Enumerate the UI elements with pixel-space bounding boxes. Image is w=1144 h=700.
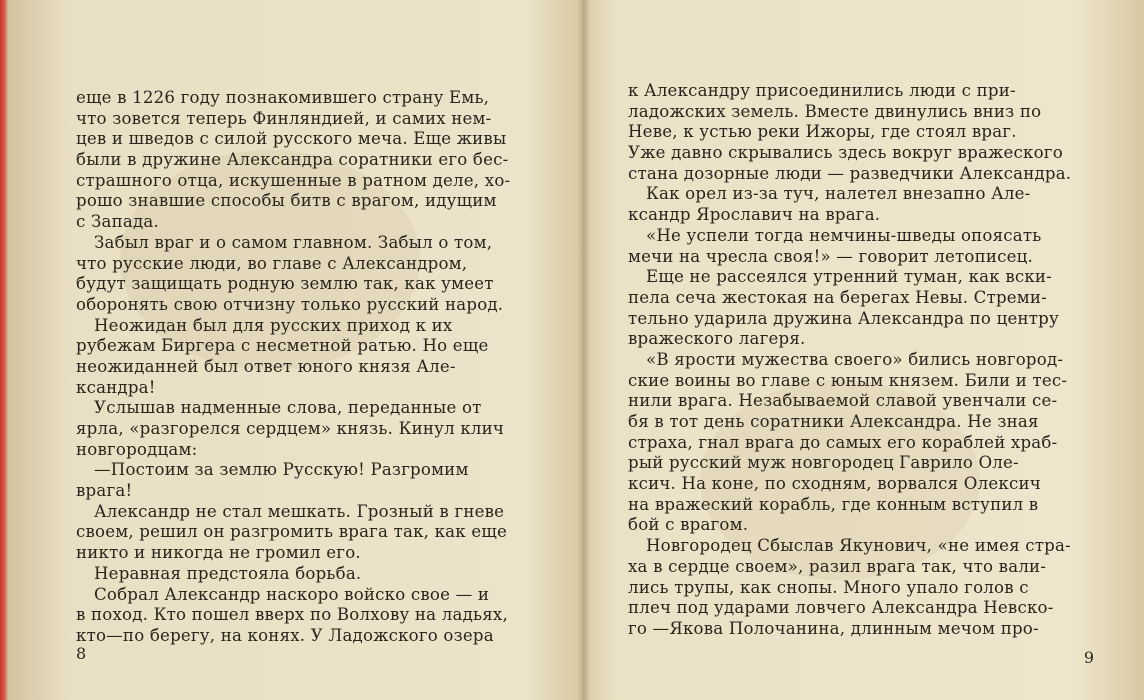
text-line: рошо знавшие способы битв с врагом, идущим <box>76 191 497 211</box>
text-line: что зовется теперь Финляндией, и самих нем- <box>76 108 492 128</box>
page-number-right: 9 <box>1083 648 1094 667</box>
text-line: в поход. Кто пошел вверх по Волхову на ладьях, <box>76 605 508 625</box>
text-line: были в дружине Александра соратники его бес- <box>76 150 509 170</box>
text-line: своем, решил он разгромить врага так, как еще <box>76 522 507 542</box>
text-line: плеч под ударами ловчего Александра Невско- <box>628 598 1054 618</box>
text-line: —Постоим за землю Русскую! Разгромим <box>94 460 469 480</box>
text-line: неожиданней был ответ юного князя Але- <box>76 356 456 376</box>
text-line: рый русский муж новгородец Гаврило Оле- <box>628 453 1019 473</box>
text-line: будут защищать родную землю так, как умеет <box>76 274 494 294</box>
text-line: ха в сердце своем», разил врага так, что вали- <box>628 556 1047 576</box>
text-line: врага! <box>76 481 133 501</box>
text-line: «В ярости мужества своего» бились новгород- <box>646 349 1064 369</box>
text-line: лись трупы, как снопы. Много упало голов с <box>628 577 1029 597</box>
text-line: тельно ударила дружина Александра по центру <box>628 308 1059 328</box>
text-line: ксич. На коне, по сходням, ворвался Олексич <box>628 474 1041 494</box>
text-line: ксандр Ярославич на врага. <box>628 205 881 225</box>
right-page-text <box>628 81 1076 640</box>
text-line: Неравная предстояла борьба. <box>94 563 362 583</box>
text-line: «Не успели тогда немчины-шведы опоясать <box>646 225 1042 245</box>
text-line: нили врага. Незабываемой славой увенчали се- <box>628 391 1058 411</box>
text-line: Еще не рассеялся утренний туман, как вски- <box>646 267 1052 287</box>
text-line: на вражеский корабль, где конным вступил в <box>628 494 1039 514</box>
text-line: что русские люди, во главе с Александром, <box>76 253 468 273</box>
text-line: бой с врагом. <box>628 515 749 535</box>
text-line: Неожидан был для русских приход к их <box>94 315 453 335</box>
text-line: Уже давно скрывались здесь вокруг вражеского <box>628 143 1063 163</box>
text-line: рубежам Биргера с несметной ратью. Но еще <box>76 336 489 356</box>
text-line: страха, гнал врага до самых его кораблей храб- <box>628 432 1058 452</box>
text-line: ладожских земель. Вместе двинулись вниз по <box>628 101 1042 121</box>
text-line: цев и шведов с силой русского меча. Еще живы <box>76 129 507 149</box>
text-line: ярла, «разгорелся сердцем» князь. Кинул клич <box>76 419 505 438</box>
text-line: ксандра! <box>76 377 156 397</box>
text-line: пела сеча жестокая на берегах Невы. Стреми- <box>628 287 1047 307</box>
text-line: к Александру присоединились люди с при- <box>628 81 1016 100</box>
text-line: бя в тот день соратники Александра. Не зная <box>628 412 1039 431</box>
text-line: Собрал Александр наскоро войско свое — и <box>94 584 490 604</box>
text-line: го —Якова Полочанина, длинным мечом про- <box>628 618 1039 638</box>
text-line: стана дозорные люди — разведчики Александра. <box>628 163 1072 183</box>
text-line: ские воины во главе с юным князем. Били и тес- <box>628 370 1068 390</box>
text-line: никто и никогда не громил его. <box>76 543 361 563</box>
text-line: с Запада. <box>76 212 159 232</box>
left-page-text <box>76 88 518 647</box>
text-line: страшного отца, искушенные в ратном деле, хо- <box>76 170 511 190</box>
text-line: еще в 1226 году познакомившего страну Емь, <box>76 88 490 107</box>
page-number-left: 8 <box>76 644 87 663</box>
text-line: Новгородец Сбыслав Якунович, «не имея стра- <box>646 536 1071 556</box>
text-line: мечи на чресла своя!» — говорит летописец. <box>628 246 1033 266</box>
text-line: вражеского лагеря. <box>628 329 806 349</box>
text-line: Забыл враг и о самом главном. Забыл о том, <box>94 232 493 252</box>
text-line: оборонять свою отчизну только русский народ. <box>76 294 504 314</box>
right-page <box>584 0 1144 700</box>
text-line: Как орел из-за туч, налетел внезапно Але- <box>646 184 1031 204</box>
text-line: Александр не стал мешкать. Грозный в гневе <box>94 501 505 521</box>
text-line: Неве, к устью реки Ижоры, где стоял враг. <box>628 122 1017 142</box>
text-line: Услышав надменные слова, переданные от <box>94 398 482 418</box>
text-line: новгородцам: <box>76 439 198 459</box>
text-line: кто—по берегу, на конях. У Ладожского озера <box>76 625 494 645</box>
